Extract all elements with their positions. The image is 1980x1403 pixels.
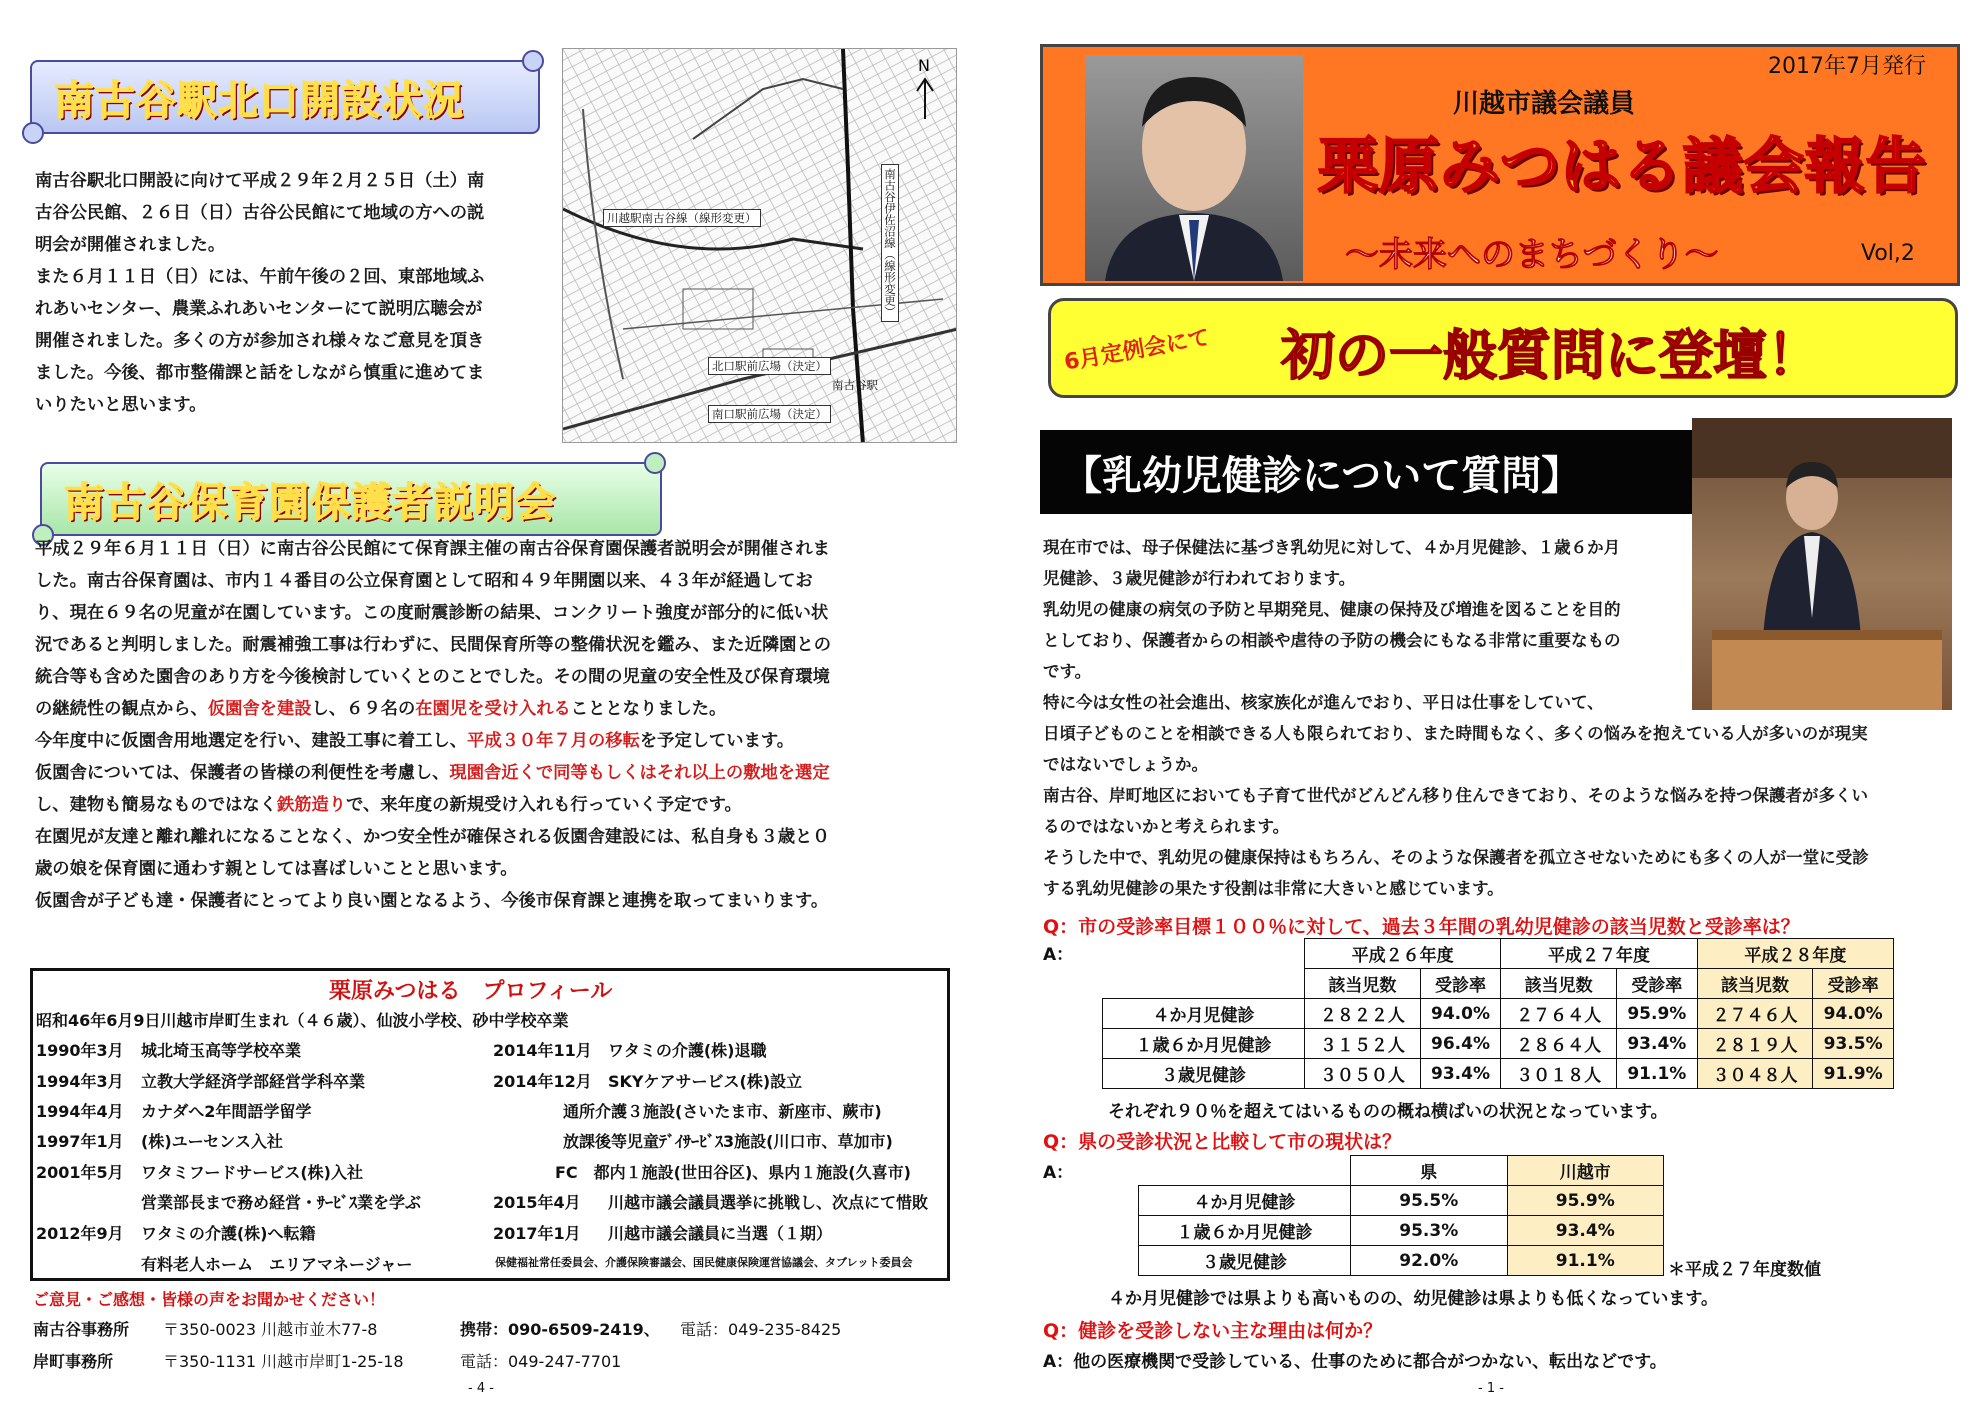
year-header: 平成２６年度 bbox=[1305, 939, 1501, 969]
cell: 95.9% bbox=[1507, 1186, 1664, 1216]
profile-text: 川越市議会議員に当選（１期） bbox=[608, 1224, 833, 1243]
text-span: 今年度中に仮園舎用地選定を行い、建設工事に着工し、 bbox=[35, 731, 468, 751]
table-row bbox=[1139, 1216, 1664, 1246]
text-line: です。 bbox=[1043, 662, 1092, 681]
section2-body bbox=[35, 533, 955, 917]
profile-text: (株)ユーセンス入社 bbox=[141, 1132, 283, 1151]
row-label: ４か月児健診 bbox=[1139, 1186, 1351, 1216]
text-line: いりたいと思います。 bbox=[35, 395, 207, 415]
newsletter-subtitle: ～未来へのまちづくり～ bbox=[1345, 235, 1719, 275]
text-line: 平成２９年６月１１日（日）に南古谷公民館にて保育課主催の南古谷保育園保護者説明会が開催されま bbox=[35, 539, 830, 559]
profile-text: 川越市議会議員選挙に挑戦し、次点にて惜敗 bbox=[608, 1193, 929, 1212]
text-line: 南古谷駅北口開設に向けて平成２９年２月２５日（土）南 bbox=[35, 171, 485, 191]
banner-curl-decoration bbox=[522, 50, 544, 72]
cell: ２７４６人 bbox=[1697, 999, 1813, 1029]
cell: 96.4% bbox=[1420, 1029, 1501, 1059]
section1-banner bbox=[30, 60, 540, 134]
profile-title: 栗原みつはる プロフィール bbox=[329, 979, 613, 1004]
table-corner bbox=[1103, 939, 1305, 999]
cell: 91.1% bbox=[1616, 1059, 1697, 1089]
row-label: １歳６か月児健診 bbox=[1139, 1216, 1351, 1246]
cell: 91.9% bbox=[1813, 1059, 1894, 1089]
cell: 95.9% bbox=[1616, 999, 1697, 1029]
area-map bbox=[562, 48, 957, 443]
office2-tel: 電話：049-247-7701 bbox=[460, 1352, 622, 1371]
cell: ３１５２人 bbox=[1305, 1029, 1421, 1059]
text-line: 児健診、３歳児健診が行われております。 bbox=[1043, 569, 1356, 588]
text-line: 現在市では、母子保健法に基づき乳幼児に対して、４か月児健診、１歳６か月 bbox=[1043, 538, 1621, 557]
text-line bbox=[35, 757, 955, 789]
topic-body bbox=[1043, 532, 1958, 904]
text-span: こととなりました。 bbox=[570, 699, 727, 719]
sub-header: 受診率 bbox=[1420, 969, 1501, 999]
profile-text: 有料老人ホーム エリアマネージャー bbox=[141, 1255, 413, 1274]
answer-3: A：他の医療機関で受診している、仕事のために都合がつかない、転出などです。 bbox=[1043, 1352, 1667, 1372]
text-line: 乳幼児の健康の病気の予防と早期発見、健康の保持及び増進を図ることを目的 bbox=[1043, 600, 1621, 619]
checkup-rate-table bbox=[1102, 938, 1894, 1089]
text-line: 日頃子どものことを相談できる人も限られており、また時間もなく、多くの悩みを抱えている人が多いのが現実 bbox=[1043, 724, 1868, 743]
text-line: としており、保護者からの相談や虐待の予防の機会にもなる非常に重要なもの bbox=[1043, 631, 1621, 650]
cell: ２８１９人 bbox=[1697, 1029, 1813, 1059]
text-line: そうした中で、乳幼児の健康保持はもちろん、そのような保護者を孤立させないためにも多くの人が一堂に受診 bbox=[1043, 848, 1869, 867]
table-row bbox=[1103, 939, 1894, 969]
map-label-station: 南古谷駅 bbox=[832, 378, 878, 392]
profile-date: 1997年1月 bbox=[36, 1132, 124, 1151]
prefecture-comparison-table bbox=[1138, 1155, 1664, 1276]
portrait-photo bbox=[1085, 55, 1303, 281]
cell: 94.0% bbox=[1813, 999, 1894, 1029]
highlight-text: 現園舎近くで同等もしくはそれ以上の敷地を選定 bbox=[449, 763, 830, 783]
profile-text: ワタミフードサービス(株)入社 bbox=[141, 1163, 363, 1182]
map-label-plaza-south: 南口駅前広場（決定） bbox=[708, 405, 831, 423]
sub-header: 受診率 bbox=[1813, 969, 1894, 999]
cell: 93.5% bbox=[1813, 1029, 1894, 1059]
section2-banner bbox=[40, 462, 662, 536]
cell: 94.0% bbox=[1420, 999, 1501, 1029]
answer-1-note: それぞれ９０％を超えてはいるものの概ね横ばいの状況となっています。 bbox=[1108, 1102, 1668, 1122]
text-line bbox=[35, 789, 955, 821]
cell: ３０５０人 bbox=[1305, 1059, 1421, 1089]
cell: 92.0% bbox=[1351, 1246, 1508, 1276]
north-mark: N bbox=[918, 56, 930, 75]
answer-1-label: A： bbox=[1043, 945, 1074, 965]
page-number-right: - 1 - bbox=[1478, 1381, 1504, 1396]
topic-title-box bbox=[1040, 430, 1692, 514]
section1-title: 南古谷駅北口開設状況 bbox=[54, 77, 464, 124]
question-3: Q：健診を受診しない主な理由は何か？ bbox=[1043, 1320, 1383, 1342]
table-footnote: ＊平成２７年度数値 bbox=[1668, 1260, 1821, 1280]
highlight-text: 鉄筋造り bbox=[276, 795, 347, 815]
cell: ３０１８人 bbox=[1501, 1059, 1617, 1089]
profile-text: 立教大学経済学部経営学科卒業 bbox=[141, 1072, 366, 1091]
profile-date: 1990年3月 bbox=[36, 1041, 124, 1060]
profile-date: 1994年4月 bbox=[36, 1102, 124, 1121]
headline-big: 初の一般質問に登壇！ bbox=[1281, 324, 1821, 387]
row-label: ３歳児健診 bbox=[1139, 1246, 1351, 1276]
profile-text: 保健福祉常任委員会、介護保険審議会、国民健康保険運営協議会、タブレット委員会 bbox=[495, 1256, 913, 1269]
row-label: ３歳児健診 bbox=[1103, 1059, 1305, 1089]
cell: ２８６４人 bbox=[1501, 1029, 1617, 1059]
issue-date: 2017年7月発行 bbox=[1768, 54, 1926, 79]
profile-date: 2014年11月 bbox=[493, 1041, 592, 1060]
text-line bbox=[35, 725, 955, 757]
sub-header: 該当児数 bbox=[1501, 969, 1617, 999]
profile-date: 2017年1月 bbox=[493, 1224, 581, 1243]
answer-2-note: ４か月児健診では県よりも高いものの、幼児健診は県よりも低くなっています。 bbox=[1108, 1289, 1718, 1309]
profile-box bbox=[30, 968, 950, 1281]
mobile-phone: 携帯：090-6509-2419、 bbox=[460, 1320, 660, 1339]
year-header: 平成２７年度 bbox=[1501, 939, 1697, 969]
profile-text: 城北埼玉高等学校卒業 bbox=[141, 1041, 302, 1060]
person-silhouette-icon bbox=[1085, 55, 1303, 281]
text-line: した。南古谷保育園は、市内１４番目の公立保育園として昭和４９年開園以来、４３年が経過してお bbox=[35, 571, 813, 591]
col-header: 川越市 bbox=[1507, 1156, 1664, 1186]
topic-title: 【乳幼児健診について質問】 bbox=[1062, 452, 1582, 499]
profile-text: ワタミの介護(株)へ転籍 bbox=[141, 1224, 316, 1243]
highlight-text: 平成３０年７月の移転 bbox=[467, 731, 640, 751]
row-label: ４か月児健診 bbox=[1103, 999, 1305, 1029]
table-row bbox=[1139, 1186, 1664, 1216]
cell: 93.4% bbox=[1616, 1029, 1697, 1059]
sub-header: 受診率 bbox=[1616, 969, 1697, 999]
cell: 95.3% bbox=[1351, 1216, 1508, 1246]
table-row bbox=[1103, 999, 1894, 1029]
text-line: れあいセンター、農業ふれあいセンターにて説明広聴会が bbox=[35, 299, 483, 319]
table-row bbox=[1103, 1029, 1894, 1059]
text-line bbox=[35, 693, 955, 725]
profile-date: 1994年3月 bbox=[36, 1072, 124, 1091]
map-label-road-a: 川越駅南古谷線（線形変更） bbox=[603, 209, 761, 227]
banner-curl-decoration bbox=[644, 452, 666, 474]
office1-tel: 電話：049-235-8425 bbox=[680, 1320, 842, 1339]
table-row bbox=[1139, 1246, 1664, 1276]
role-label: 川越市議会議員 bbox=[1453, 89, 1636, 119]
text-line: るのではないかと考えられます。 bbox=[1043, 817, 1290, 836]
headline-small: 6月定例会にて bbox=[1062, 325, 1212, 376]
text-line: 歳の娘を保育園に通わす親としては喜ばしいことと思います。 bbox=[35, 859, 518, 879]
text-span: を予定しています。 bbox=[639, 731, 795, 751]
cell: 93.4% bbox=[1420, 1059, 1501, 1089]
text-span: 仮園舎については、保護者の皆様の利便性を考慮し、 bbox=[35, 763, 450, 783]
profile-text: 放課後等児童ﾃﾞｲｻｰﾋﾞｽ3施設(川口市、草加市) bbox=[563, 1132, 893, 1151]
feedback-call: ご意見・ご感想・皆様の声をお聞かせください！ bbox=[33, 1290, 386, 1309]
section2-title: 南古谷保育園保護者説明会 bbox=[64, 479, 556, 526]
map-label-road-b: 南古谷伊佐沼線（線形変更） bbox=[881, 164, 899, 322]
text-line: する乳幼児健診の果たす役割は非常に大きいと感じています。 bbox=[1043, 879, 1504, 898]
map-label-plaza-north: 北口駅前広場（決定） bbox=[708, 357, 831, 375]
table-row bbox=[1139, 1156, 1664, 1186]
profile-date: 2015年4月 bbox=[493, 1193, 581, 1212]
cell: 93.4% bbox=[1507, 1216, 1664, 1246]
newsletter-title: 栗原みつはる議会報告 bbox=[1318, 132, 1927, 202]
text-line: 況であると判明しました。耐震補強工事は行わずに、民間保育所等の整備状況を鑑み、また近隣園との bbox=[35, 635, 831, 655]
text-line: 特に今は女性の社会進出、核家族化が進んでおり、平日は仕事をしていて、 bbox=[1043, 693, 1604, 712]
sub-header: 該当児数 bbox=[1697, 969, 1813, 999]
text-line: ました。今後、都市整備課と話をしながら慎重に進めてま bbox=[35, 363, 485, 383]
office1-address: 〒350-0023 川越市並木77-8 bbox=[163, 1320, 378, 1339]
text-line: また６月１１日（日）には、午前午後の２回、東部地域ふ bbox=[35, 267, 485, 287]
text-span: し、６９名の bbox=[311, 699, 416, 719]
cell: ３０４８人 bbox=[1697, 1059, 1813, 1089]
cell: 91.1% bbox=[1507, 1246, 1664, 1276]
question-2: Q：県の受診状況と比較して市の現状は？ bbox=[1043, 1131, 1402, 1153]
text-line: 在園児が友達と離れ離れになることなく、かつ安全性が確保される仮園舎建設には、私自身も３歳と０ bbox=[35, 827, 830, 847]
text-span: で、来年度の新規受け入れも行っていく予定です。 bbox=[346, 795, 742, 815]
text-line: り、現在６９名の児童が在園しています。この度耐震診断の結果、コンクリート強度が部分的に低い状 bbox=[35, 603, 829, 623]
sub-header: 該当児数 bbox=[1305, 969, 1421, 999]
section1-body bbox=[35, 165, 555, 421]
col-header: 県 bbox=[1351, 1156, 1508, 1186]
text-line: 仮園舎が子ども達・保護者にとってより良い園となるよう、今後市保育課と連携を取ってまいります。 bbox=[35, 891, 829, 911]
highlight-text: 仮園舎を建設 bbox=[207, 699, 312, 719]
profile-text: FC 都内１施設(世田谷区)、県内１施設(久喜市) bbox=[555, 1163, 911, 1182]
page-number-left: - 4 - bbox=[468, 1381, 494, 1396]
answer-2-label: A： bbox=[1043, 1163, 1074, 1183]
profile-text: ワタミの介護(株)退職 bbox=[608, 1041, 767, 1060]
cell: ２８２２人 bbox=[1305, 999, 1421, 1029]
text-line: 明会が開催されました。 bbox=[35, 235, 226, 255]
highlight-text: 在園児を受け入れる bbox=[415, 699, 571, 719]
office2-address: 〒350-1131 川越市岸町1-25-18 bbox=[163, 1352, 404, 1371]
table-corner bbox=[1139, 1156, 1351, 1186]
profile-birth: 昭和46年6月9日川越市岸町生まれ（４６歳）、仙波小学校、砂中学校卒業 bbox=[36, 1011, 569, 1030]
volume-label: Vol,2 bbox=[1861, 241, 1915, 266]
profile-text: SKYケアサービス(株)設立 bbox=[608, 1072, 803, 1091]
headline-box bbox=[1048, 298, 1958, 398]
profile-text: 営業部長まで務め経営・ｻｰﾋﾞｽ業を学ぶ bbox=[141, 1193, 422, 1212]
cell: ２７６４人 bbox=[1501, 999, 1617, 1029]
office2-name: 岸町事務所 bbox=[33, 1352, 114, 1371]
banner-curl-decoration bbox=[22, 122, 44, 144]
table-row bbox=[1103, 1059, 1894, 1089]
text-span: し、建物も簡易なものではなく bbox=[35, 795, 277, 815]
cell: 95.5% bbox=[1351, 1186, 1508, 1216]
text-line: 古谷公民館、２６日（日）古谷公民館にて地域の方への説 bbox=[35, 203, 485, 223]
question-1: Q：市の受診率目標１００％に対して、過去３年間の乳幼児健診の該当児数と受診率は？ bbox=[1043, 916, 1800, 938]
text-line: 統合等も含めた園舎のあり方を今後検討していくとのことでした。その間の児童の安全性及び保育環境 bbox=[35, 667, 830, 687]
text-line: 南古谷、岸町地区においても子育て世代がどんどん移り住んできており、そのような悩みを持つ保護者が多くい bbox=[1043, 786, 1868, 805]
newsletter-header bbox=[1040, 44, 1960, 286]
office1-name: 南古谷事務所 bbox=[33, 1320, 130, 1339]
text-span: の継続性の観点から、 bbox=[35, 699, 208, 719]
profile-date: 2001年5月 bbox=[36, 1163, 124, 1182]
profile-date: 2014年12月 bbox=[493, 1072, 592, 1091]
profile-text: カナダへ2年間語学留学 bbox=[141, 1102, 312, 1121]
profile-date: 2012年9月 bbox=[36, 1224, 124, 1243]
text-line: ではないでしょうか。 bbox=[1043, 755, 1208, 774]
text-line: 開催されました。多くの方が参加され様々なご意見を頂き bbox=[35, 331, 485, 351]
year-header: 平成２８年度 bbox=[1697, 939, 1893, 969]
row-label: １歳６か月児健診 bbox=[1103, 1029, 1305, 1059]
profile-text: 通所介護３施設(さいたま市、新座市、蕨市) bbox=[563, 1102, 882, 1121]
